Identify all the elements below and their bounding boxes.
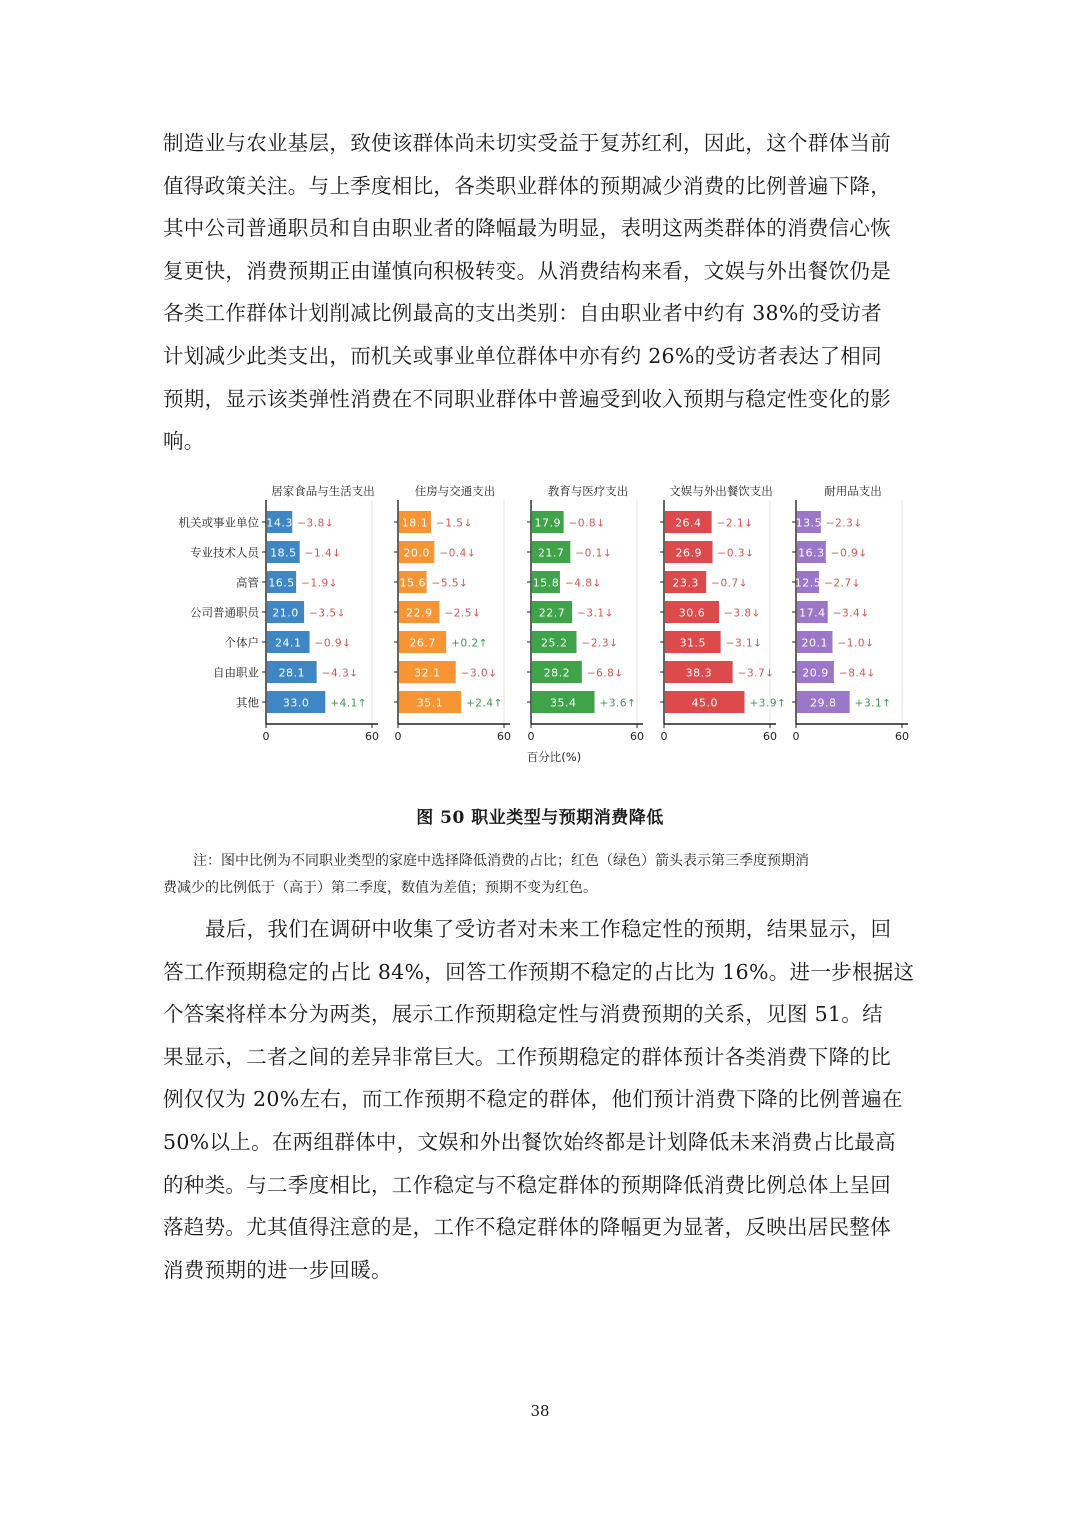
- change-label: −0.9↓: [830, 547, 868, 560]
- text-line: 预期，显示该类弹性消费在不同职业群体中普遍受到收入预期与稳定性变化的影: [163, 386, 891, 411]
- bar-value-label: 15.6: [399, 576, 427, 590]
- bar-value-label: 35.4: [550, 696, 577, 710]
- text-line: 的种类。与二季度相比，工作稳定与不稳定群体的预期降低消费比例总体上呈回: [163, 1172, 891, 1197]
- change-label: −3.8↓: [297, 517, 335, 530]
- change-label: −0.4↓: [439, 547, 477, 560]
- bar-value-label: 18.1: [401, 516, 429, 530]
- text-line: 其中公司普通职员和自由职业者的降幅最为明显，表明这两类群体的消费信心恢: [163, 216, 891, 241]
- change-label: −3.5↓: [309, 607, 346, 620]
- page-number: 38: [530, 1402, 550, 1420]
- text-line: 落趋势。尤其值得注意的是，工作不稳定群体的降幅更为显著，反映出居民整体: [163, 1215, 891, 1240]
- change-label: +4.1↑: [330, 697, 368, 710]
- panel-title: 文娱与外出餐饮支出: [669, 484, 773, 498]
- x-tick-label: 60: [763, 730, 777, 743]
- change-label: −2.7↓: [824, 577, 861, 590]
- category-label: 专业技术人员: [190, 545, 259, 560]
- panel-title: 住房与交通支出: [414, 484, 496, 498]
- bar-value-label: 45.0: [691, 696, 718, 710]
- text-line: 复更快，消费预期正由谨慎向积极转变。从消费结构来看，文娱与外出餐饮仍是: [163, 258, 891, 283]
- category-label: 机关或事业单位: [178, 515, 259, 530]
- change-label: −3.1↓: [725, 637, 763, 650]
- change-label: −2.3↓: [581, 637, 619, 650]
- text-line: 各类工作群体计划削减比例最高的支出类别：自由职业者中约有 38%的受访者: [163, 301, 882, 326]
- bar-value-label: 22.9: [405, 606, 433, 620]
- change-label: −0.9↓: [314, 637, 352, 650]
- change-label: −2.3↓: [825, 517, 863, 530]
- change-label: −3.1↓: [577, 607, 614, 620]
- bar-value-label: 15.8: [532, 576, 560, 590]
- x-tick-label: 0: [527, 730, 535, 743]
- change-label: −3.0↓: [460, 667, 498, 680]
- change-label: +3.1↑: [854, 697, 892, 710]
- bar-value-label: 23.3: [672, 576, 699, 590]
- bar-value-label: 13.5: [795, 516, 823, 530]
- figure-note: [163, 848, 919, 902]
- change-label: −2.5↓: [444, 607, 482, 620]
- change-label: −0.7↓: [711, 577, 748, 590]
- panel-title: 耐用品支出: [824, 484, 882, 498]
- change-label: +3.9↑: [749, 697, 787, 710]
- figure-caption: 图 50 职业类型与预期消费降低: [416, 808, 664, 828]
- x-tick-label: 60: [497, 730, 511, 743]
- x-tick-label: 0: [660, 730, 668, 743]
- change-label: +2.4↑: [466, 697, 503, 710]
- note-line: 费减少的比例低于（高于）第二季度，数值为差值；预期不变为红色。: [163, 880, 597, 896]
- bar-value-label: 26.4: [675, 516, 702, 530]
- bar-value-label: 32.1: [414, 666, 441, 680]
- change-label: −1.5↓: [435, 517, 473, 530]
- bar-value-label: 29.8: [810, 696, 837, 710]
- bar-value-label: 18.5: [270, 546, 297, 560]
- bar-value-label: 16.5: [268, 576, 295, 590]
- text-line: 例仅仅为 20%左右，而工作预期不稳定的群体，他们预计消费下降的比例普遍在: [163, 1087, 903, 1112]
- text-line: 制造业与农业基层，致使该群体尚未切实受益于复苏红利，因此，这个群体当前: [163, 131, 891, 155]
- bar-value-label: 14.3: [266, 516, 293, 530]
- x-tick-label: 60: [365, 730, 379, 743]
- text-line: 消费预期的进一步回暖。: [163, 1257, 392, 1282]
- bar-value-label: 28.2: [543, 666, 571, 680]
- change-label: −1.0↓: [837, 637, 875, 650]
- bar-value-label: 22.7: [538, 606, 566, 620]
- change-label: +0.2↑: [451, 637, 488, 650]
- bar-value-label: 21.7: [537, 546, 565, 560]
- text-line: 个答案将样本分为两类，展示工作预期稳定性与消费预期的关系，见图 51。结: [163, 1002, 883, 1027]
- change-label: −2.1↓: [716, 517, 754, 530]
- change-label: −0.1↓: [575, 547, 613, 560]
- paragraph-bottom: [163, 908, 919, 1291]
- bar-value-label: 26.7: [409, 636, 436, 650]
- category-label: 公司普通职员: [190, 605, 259, 620]
- bar-value-label: 25.2: [541, 636, 568, 650]
- text-line: 响。: [163, 429, 205, 454]
- change-label: −1.9↓: [301, 577, 338, 590]
- paragraph-top: [163, 122, 919, 463]
- bar-value-label: 28.1: [278, 666, 306, 680]
- text-line: 果显示，二者之间的差异非常巨大。工作预期稳定的群体预计各类消费下降的比: [163, 1044, 891, 1069]
- category-label: 个体户: [224, 635, 259, 650]
- change-label: −1.4↓: [304, 547, 342, 560]
- text-line: 值得政策关注。与上季度相比，各类职业群体的预期减少消费的比例普遍下降，: [163, 173, 891, 198]
- change-label: −3.7↓: [737, 667, 775, 680]
- x-tick-label: 0: [394, 730, 402, 743]
- bar-value-label: 38.3: [685, 666, 713, 680]
- text-line: 50%以上。在两组群体中，文娱和外出餐饮始终都是计划降低未来消费占比最高: [163, 1129, 896, 1154]
- bar-value-label: 21.0: [272, 606, 299, 620]
- x-tick-label: 0: [792, 730, 800, 743]
- bar-value-label: 20.0: [403, 546, 430, 560]
- category-label: 自由职业: [213, 665, 259, 680]
- change-label: −3.8↓: [724, 607, 761, 620]
- bar-value-label: 26.9: [675, 546, 703, 560]
- change-label: −4.3↓: [321, 667, 359, 680]
- change-label: −8.4↓: [838, 667, 876, 680]
- bar-value-label: 33.0: [282, 696, 310, 710]
- bar-value-label: 16.3: [798, 546, 825, 560]
- bar-value-label: 35.1: [416, 696, 444, 710]
- change-label: +3.6↑: [599, 697, 637, 710]
- text-line: 计划减少此类支出，而机关或事业单位群体中亦有约 26%的受访者表达了相同: [163, 343, 882, 368]
- change-label: −5.5↓: [431, 577, 469, 590]
- change-label: −3.4↓: [832, 607, 870, 620]
- figure-50-chart: [0, 470, 1080, 780]
- bar-value-label: 12.5: [794, 576, 822, 590]
- panel-title: 教育与医疗支出: [547, 484, 629, 498]
- bar-value-label: 20.9: [802, 666, 829, 680]
- category-label: 高管: [236, 575, 259, 590]
- x-axis-label: 百分比(%): [526, 750, 582, 764]
- bar-value-label: 31.5: [679, 636, 707, 650]
- category-label: 其他: [236, 695, 259, 710]
- note-line: 注：图中比例为不同职业类型的家庭中选择降低消费的占比；红色（绿色）箭头表示第三季度预期消: [193, 853, 809, 869]
- x-tick-label: 60: [895, 730, 909, 743]
- bar-value-label: 17.9: [534, 516, 562, 530]
- panel-title: 居家食品与生活支出: [271, 484, 375, 498]
- text-line: 答工作预期稳定的占比 84%，回答工作预期不稳定的占比为 16%。进一步根据这: [163, 959, 915, 984]
- change-label: −4.8↓: [564, 577, 602, 590]
- bar-value-label: 30.6: [678, 606, 706, 620]
- text-line: 最后，我们在调研中收集了受访者对未来工作稳定性的预期，结果显示，回: [205, 917, 892, 941]
- bar-value-label: 17.4: [799, 606, 826, 620]
- change-label: −0.8↓: [568, 517, 606, 530]
- bar-value-label: 24.1: [275, 636, 302, 650]
- x-tick-label: 0: [262, 730, 270, 743]
- bar-value-label: 20.1: [801, 636, 829, 650]
- x-tick-label: 60: [630, 730, 644, 743]
- change-label: −6.8↓: [586, 667, 624, 680]
- change-label: −0.3↓: [717, 547, 755, 560]
